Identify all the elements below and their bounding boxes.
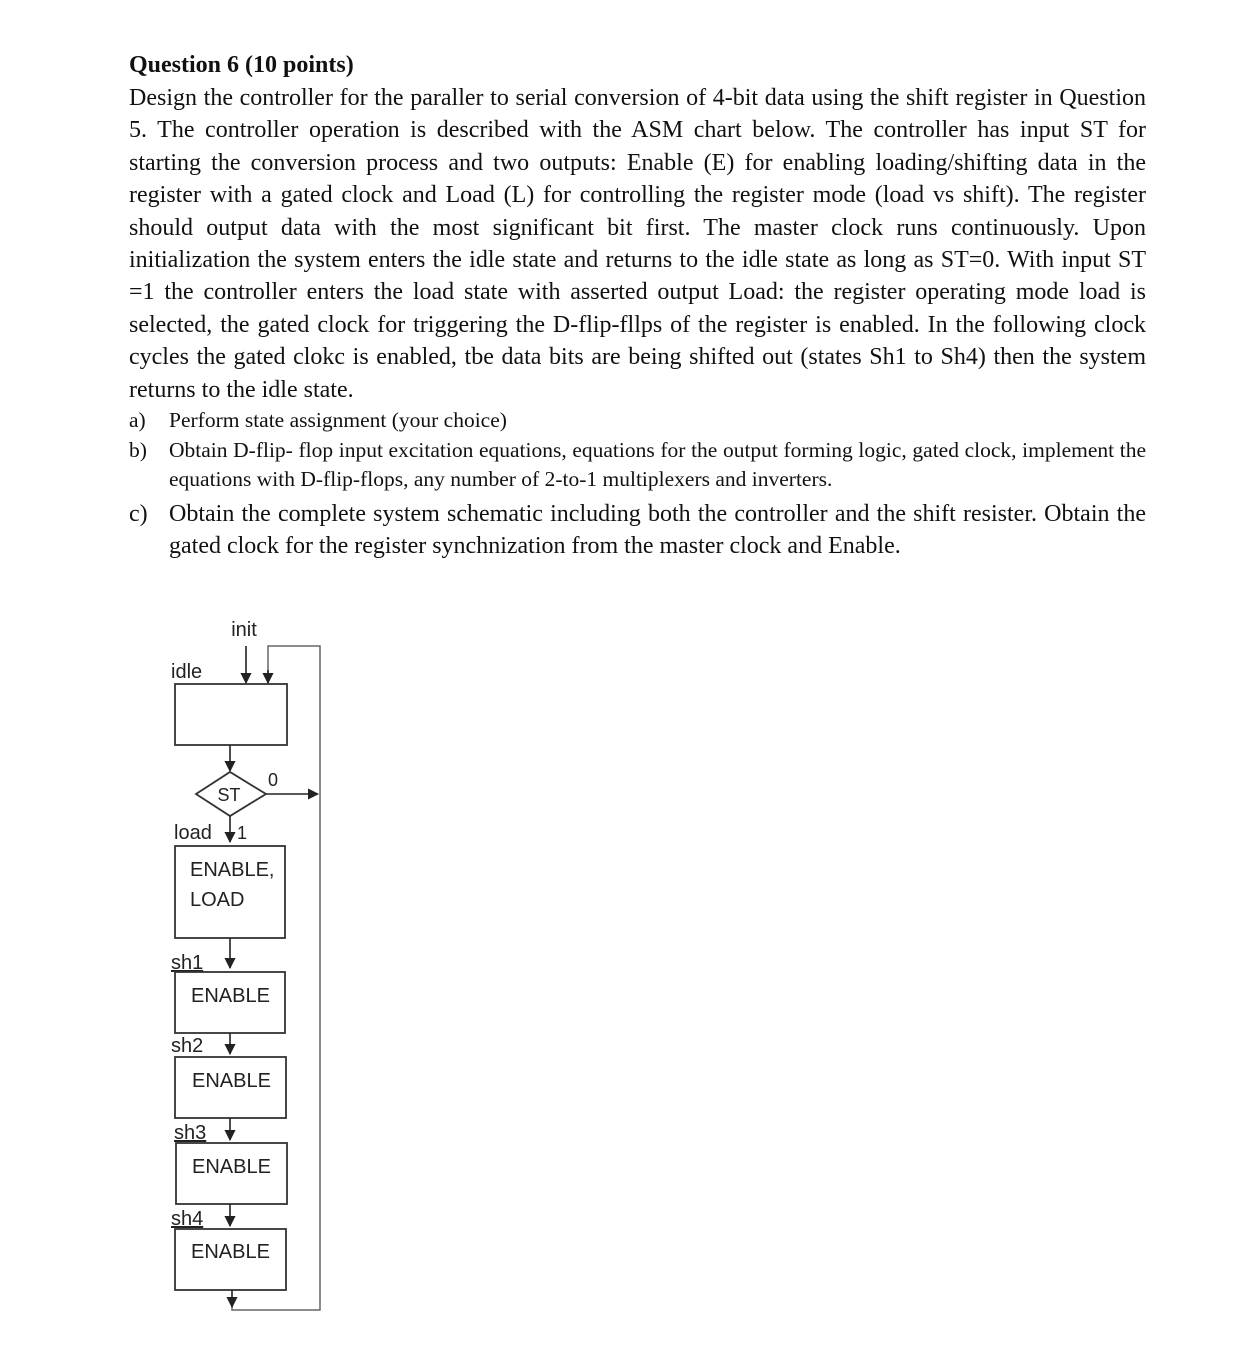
sh4-output: ENABLE: [191, 1241, 270, 1263]
branch-zero-label: 0: [268, 770, 279, 790]
idle-state-label: idle: [171, 661, 203, 683]
sh2-state-label: sh2: [171, 1035, 204, 1057]
load-state-label: load: [174, 822, 212, 844]
sh2-output: ENABLE: [192, 1070, 271, 1092]
part-b-marker: b): [129, 437, 147, 462]
question-title: Question 6 (10 points): [129, 52, 354, 78]
load-output-load: LOAD: [190, 889, 245, 911]
part-a-text: Perform state assignment (your choice): [169, 408, 507, 433]
sh3-output: ENABLE: [192, 1156, 271, 1178]
branch-one-label: 1: [237, 823, 248, 843]
st-decision-label: ST: [217, 785, 241, 805]
part-c-text: Obtain the complete system schematic including both the controller and the shift resister. Obtain the gated clock for the register synchnization from the master clock and Enable.: [169, 500, 1146, 559]
sh1-state-label: sh1: [171, 952, 204, 974]
sh3-state-label: sh3: [174, 1122, 207, 1144]
idle-state-box: [175, 684, 287, 745]
sh1-output: ENABLE: [191, 985, 270, 1007]
part-b-text: Obtain D-flip- flop input excitation equations, equations for the output forming logic, gated clock, implement the equations with D-flip-flops, any number of 2-to-1 multiplexers and inverters.: [169, 437, 1146, 492]
part-a-marker: a): [129, 408, 146, 433]
part-c-marker: c): [129, 500, 148, 527]
load-output-enable: ENABLE,: [190, 859, 275, 881]
sh4-state-label: sh4: [171, 1208, 204, 1230]
question-body: Design the controller for the paraller to serial conversion of 4-bit data using the shift register in Question 5. The controller operation is described with the ASM chart below. The controller has input ST for starting the conversion process and two outputs: Enable (E) for enabling loading/shifting data in the register with a gated clock and Load (L) for controlling the register mode (load vs shift). The register should output data with the most significant bit first. The master clock runs continuously. Upon initialization the system enters the idle state and returns to the idle state as long as ST=0. With input ST =1 the controller enters the load state with asserted output Load: the register operating mode load is selected, the gated clock for triggering the D-flip-fllps of the register is enabled. In the following clock cycles the gated clokc is enabled, tbe data bits are being shifted out (states Sh1 to Sh4) then the system returns to the idle state.: [129, 85, 1146, 403]
init-label: init: [231, 619, 257, 641]
